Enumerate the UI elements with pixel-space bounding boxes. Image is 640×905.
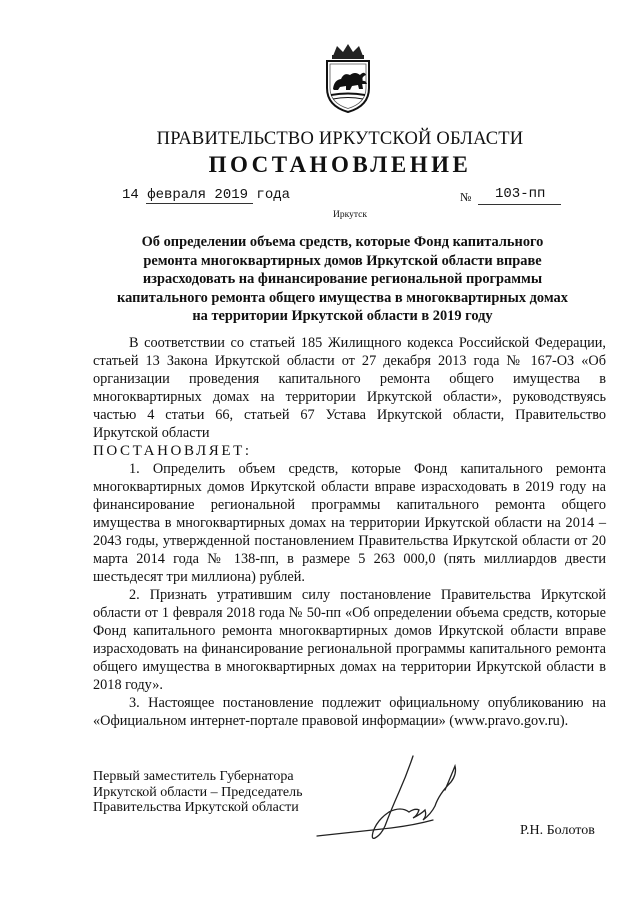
date-underline: [146, 203, 253, 204]
document-city: Иркутск: [333, 210, 367, 220]
signer-position-line: Иркутской области – Председатель: [93, 784, 303, 800]
signer-position: [93, 769, 302, 816]
preamble-paragraph: В соответствии со статьей 185 Жилищного кодекса Российской Федерации, статьей 13 Закона Иркутской области от 27 декабря 2013 года № 167-ОЗ «Об организации проведения капитального ремонта общего имущества в многоквартирных домах на территории Иркутской области», руководствуясь частью 4 статьи 66, статьей 67 Устава Иркутской области, Правительство Иркутской области: [93, 335, 606, 441]
government-name: ПРАВИТЕЛЬСТВО ИРКУТСКОЙ ОБЛАСТИ: [156, 129, 524, 149]
coat-of-arms-icon: [319, 42, 377, 114]
signer-name: Р.Н. Болотов: [520, 823, 595, 838]
resolution-item-2: 2. Признать утратившим силу постановление Правительства Иркутской области от 1 февраля 2018 года № 50-пп «Об определении объема средств, которые Фонд капитального ремонта многоквартирных домов Иркутской области вправе израсходовать на финансирование региональной программы капитального ремонта общего имущества в многоквартирных домах на территории Иркутской области в 2018 году».: [93, 587, 606, 693]
handwritten-signature: [315, 752, 465, 847]
resolves-heading: ПОСТАНОВЛЯЕТ:: [93, 443, 252, 459]
title-line: израсходовать на финансирование региональной программы: [142, 271, 543, 288]
number-sign: №: [460, 190, 472, 204]
document-title: [90, 233, 595, 326]
document-date: 14 февраля 2019 года: [122, 187, 291, 203]
document-body: [93, 334, 606, 730]
document-number: 103-пп: [495, 186, 546, 202]
signer-position-line: Правительства Иркутской области: [93, 800, 299, 815]
title-line: капитального ремонта общего имущества в многоквартирных домах: [117, 289, 568, 306]
title-line: Об определении объема средств, которые Фонд капитального: [141, 234, 544, 250]
resolution-item-1: 1. Определить объем средств, которые Фонд капитального ремонта многоквартирных домов Иркутской области вправе израсходовать в 2019 году на финансирование региональной программы капитального ремонта общего имущества в многоквартирных домах на территории Иркутской области на 2014 – 2043 годы, утвержденной постановлением Правительства Иркутской области от 20 марта 2014 года № 138-пп, в размере 5 263 000,0 (пять миллиардов двести шестьдесят три миллиона) рублей.: [93, 461, 606, 585]
number-underline: [478, 204, 561, 205]
signer-position-line: Первый заместитель Губернатора: [93, 769, 294, 784]
document-type-heading: ПОСТАНОВЛЕНИЕ: [208, 152, 472, 177]
title-line: на территории Иркутской области в 2019 году: [192, 308, 493, 325]
resolution-item-3: 3. Настоящее постановление подлежит официальному опубликованию на «Официальном интернет-портале правовой информации» (www.pravo.gov.ru).: [93, 695, 606, 729]
title-line: ремонта многоквартирных домов Иркутской области вправе: [143, 252, 542, 269]
